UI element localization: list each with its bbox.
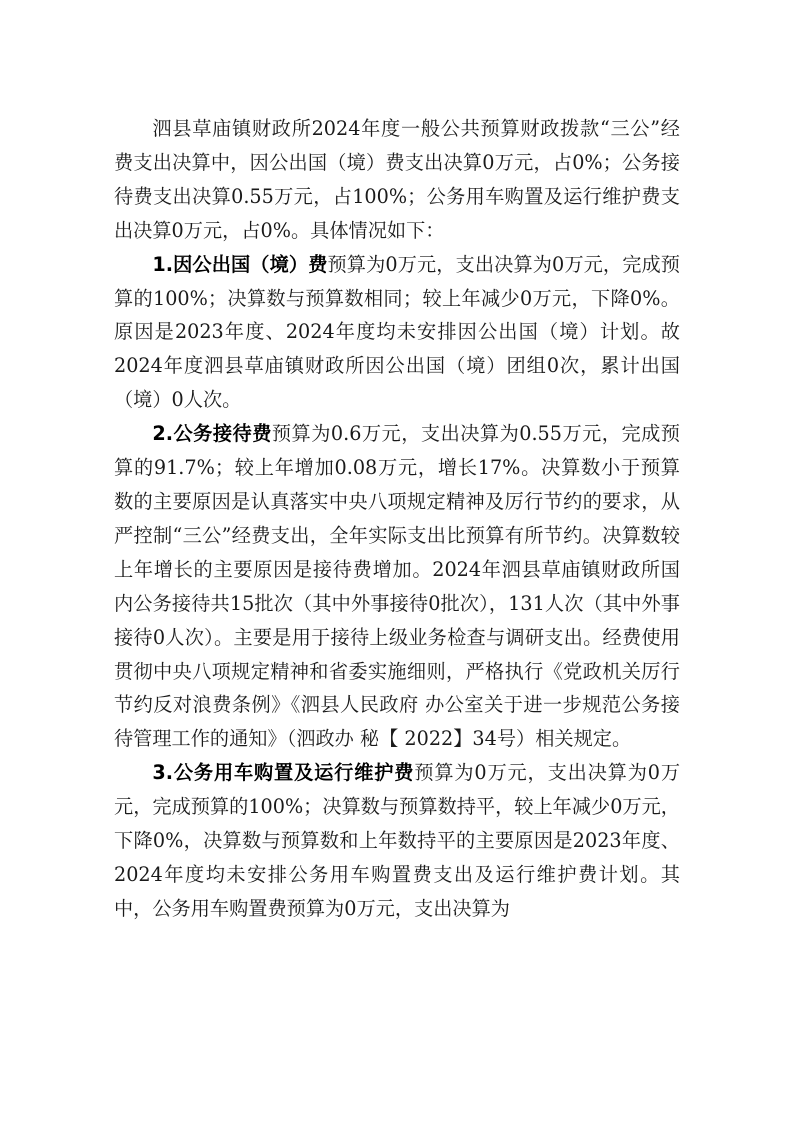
official-vehicle-text: 预算为0万元，支出决算为0万元，完成预算的100%；决算数与预算数持平，较上年减少0万元，下降0%，决算数与预算数和上年数持平的主要原因是2023年度、2024年度均未安排公务用车购置费支出及运行维护费计划。其中，公务用车购置费预算为0万元，支出决算为: [114, 761, 681, 920]
document-page: [114, 112, 680, 926]
official-vehicle-paragraph: [114, 756, 680, 926]
official-vehicle-heading: 3.公务用车购置及运行维护费: [152, 761, 415, 785]
overseas-travel-paragraph: [114, 248, 680, 418]
intro-paragraph-text: 泗县草庙镇财政所2024年度一般公共预算财政拨款“三公”经费支出决算中，因公出国（境）费支出决算0万元，占0%；公务接待费支出决算0.55万元，占100%；公务用车购置及运行维护费支出决算0万元，占0%。具体情况如下：: [114, 117, 680, 242]
official-reception-heading: 2.公务接待费: [152, 422, 272, 446]
official-reception-paragraph: [114, 417, 680, 756]
intro-paragraph: [114, 112, 680, 248]
official-reception-text: 预算为0.6万元，支出决算为0.55万元，完成预算的91.7%；较上年增加0.08万元，增长17%。决算数小于预算数的主要原因是认真落实中央八项规定精神及厉行节约的要求，从严控制“三公”经费支出，全年实际支出比预算有所节约。决算数较上年增长的主要原因是接待费增加。2024年泗县草庙镇财政所国内公务接待共15批次（其中外事接待0批次），131人次（其中外事接待0人次）。主要是用于接待上级业务检查与调研支出。经费使用贯彻中央八项规定精神和省委实施细则，严格执行《党政机关厉行节约反对浪费条例》《泗县人民政府 办公室关于进一步规范公务接待管理工作的通知》（泗政办 秘【 2022】34号）相关规定。: [114, 422, 680, 751]
overseas-travel-text: 预算为0万元，支出决算为0万元，完成预算的100%；决算数与预算数相同；较上年减少0万元，下降0%。原因是2023年度、2024年度均未安排因公出国（境）计划。故2024年度泗县草庙镇财政所因公出国（境）团组0次，累计出国（境）0人次。: [114, 252, 680, 412]
overseas-travel-heading: 1.因公出国（境）费: [152, 252, 328, 276]
